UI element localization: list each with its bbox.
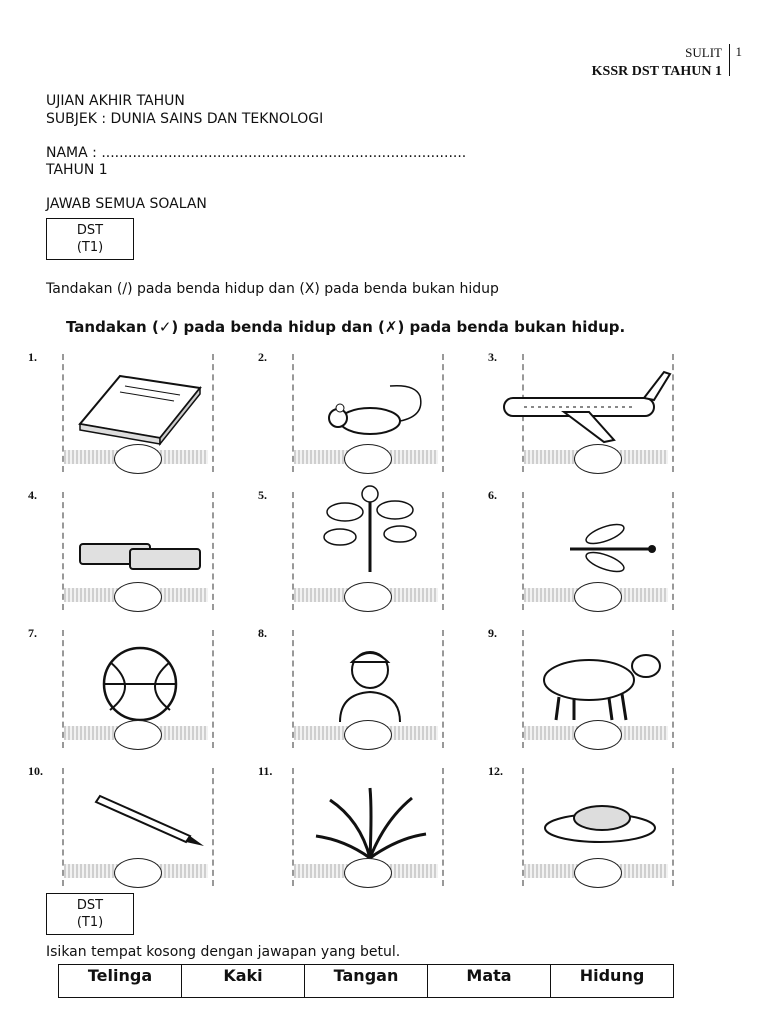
sulit-label: SULIT <box>685 45 722 60</box>
item-5 <box>244 478 464 613</box>
cow-icon <box>524 642 674 722</box>
item-number: 12. <box>488 764 503 778</box>
answer-oval-12[interactable] <box>574 858 622 888</box>
answer-oval-5[interactable] <box>344 582 392 612</box>
item-number: 8. <box>258 626 267 640</box>
answer-oval-6[interactable] <box>574 582 622 612</box>
item-10 <box>14 754 234 889</box>
hat-icon <box>530 780 670 860</box>
exam-subject: SUBJEK : DUNIA SAINS DAN TEKNOLOGI <box>46 111 324 127</box>
item-number: 7. <box>28 626 37 640</box>
item-number: 5. <box>258 488 267 502</box>
item-number: 3. <box>488 350 497 364</box>
answer-oval-7[interactable] <box>114 720 162 750</box>
item-number: 11. <box>258 764 273 778</box>
item-9 <box>474 616 694 751</box>
word-bank-cell: Tangan <box>305 965 428 997</box>
answer-oval-8[interactable] <box>344 720 392 750</box>
exercise-book-icon <box>70 366 210 446</box>
answer-oval-3[interactable] <box>574 444 622 474</box>
item-6 <box>474 478 694 613</box>
worksheet-image <box>14 314 714 874</box>
boy-icon <box>300 642 440 722</box>
exam-title: UJIAN AKHIR TAHUN <box>46 93 185 109</box>
biscuits-icon <box>70 504 210 584</box>
grass-icon <box>300 780 440 860</box>
header-subtitle: KSSR DST TAHUN 1 <box>591 64 722 79</box>
item-3 <box>474 340 694 475</box>
section1-code-line1: DST <box>76 223 104 238</box>
answer-oval-2[interactable] <box>344 444 392 474</box>
item-number: 10. <box>28 764 43 778</box>
item-number: 1. <box>28 350 37 364</box>
word-bank-cell: Telinga <box>59 965 182 997</box>
section2-instruction: Isikan tempat kosong dengan jawapan yang betul. <box>46 944 401 960</box>
section2-code-box <box>46 893 134 935</box>
page-header <box>591 44 742 80</box>
item-7 <box>14 616 234 751</box>
item-number: 9. <box>488 626 497 640</box>
item-12 <box>474 754 694 889</box>
section1-code-box <box>46 218 134 260</box>
answer-all-instruction: JAWAB SEMUA SOALAN <box>46 196 207 212</box>
section1-instruction: Tandakan (/) pada benda hidup dan (X) pada benda bukan hidup <box>46 281 499 297</box>
item-1 <box>14 340 234 475</box>
section2-code-line2: (T1) <box>76 915 104 930</box>
airplane-icon <box>494 366 674 446</box>
item-2 <box>244 340 464 475</box>
answer-oval-1[interactable] <box>114 444 162 474</box>
answer-oval-11[interactable] <box>344 858 392 888</box>
word-bank-table <box>58 964 674 998</box>
item-11 <box>244 754 464 889</box>
item-number: 2. <box>258 350 267 364</box>
answer-oval-10[interactable] <box>114 858 162 888</box>
dragonfly-icon <box>530 504 670 584</box>
plant-icon <box>300 482 440 572</box>
item-8 <box>244 616 464 751</box>
name-field[interactable]: NAMA : .................................................................................. <box>46 145 467 161</box>
pencil-icon <box>70 780 210 860</box>
word-bank-cell: Hidung <box>579 966 645 985</box>
worksheet-title: Tandakan (✓) pada benda hidup dan (✗) pada benda bukan hidup. <box>66 318 626 336</box>
answer-oval-9[interactable] <box>574 720 622 750</box>
item-number: 6. <box>488 488 497 502</box>
item-4 <box>14 478 234 613</box>
section1-code-line2: (T1) <box>76 240 104 255</box>
answer-oval-4[interactable] <box>114 582 162 612</box>
item-number: 4. <box>28 488 37 502</box>
exam-year: TAHUN 1 <box>46 162 108 178</box>
page-number: 1 <box>729 44 743 76</box>
word-bank-cell: Kaki <box>182 965 305 997</box>
ball-icon <box>70 642 210 722</box>
word-bank-cell: Mata <box>428 965 551 997</box>
mouse-icon <box>300 366 440 446</box>
section2-code-line1: DST <box>76 898 104 913</box>
